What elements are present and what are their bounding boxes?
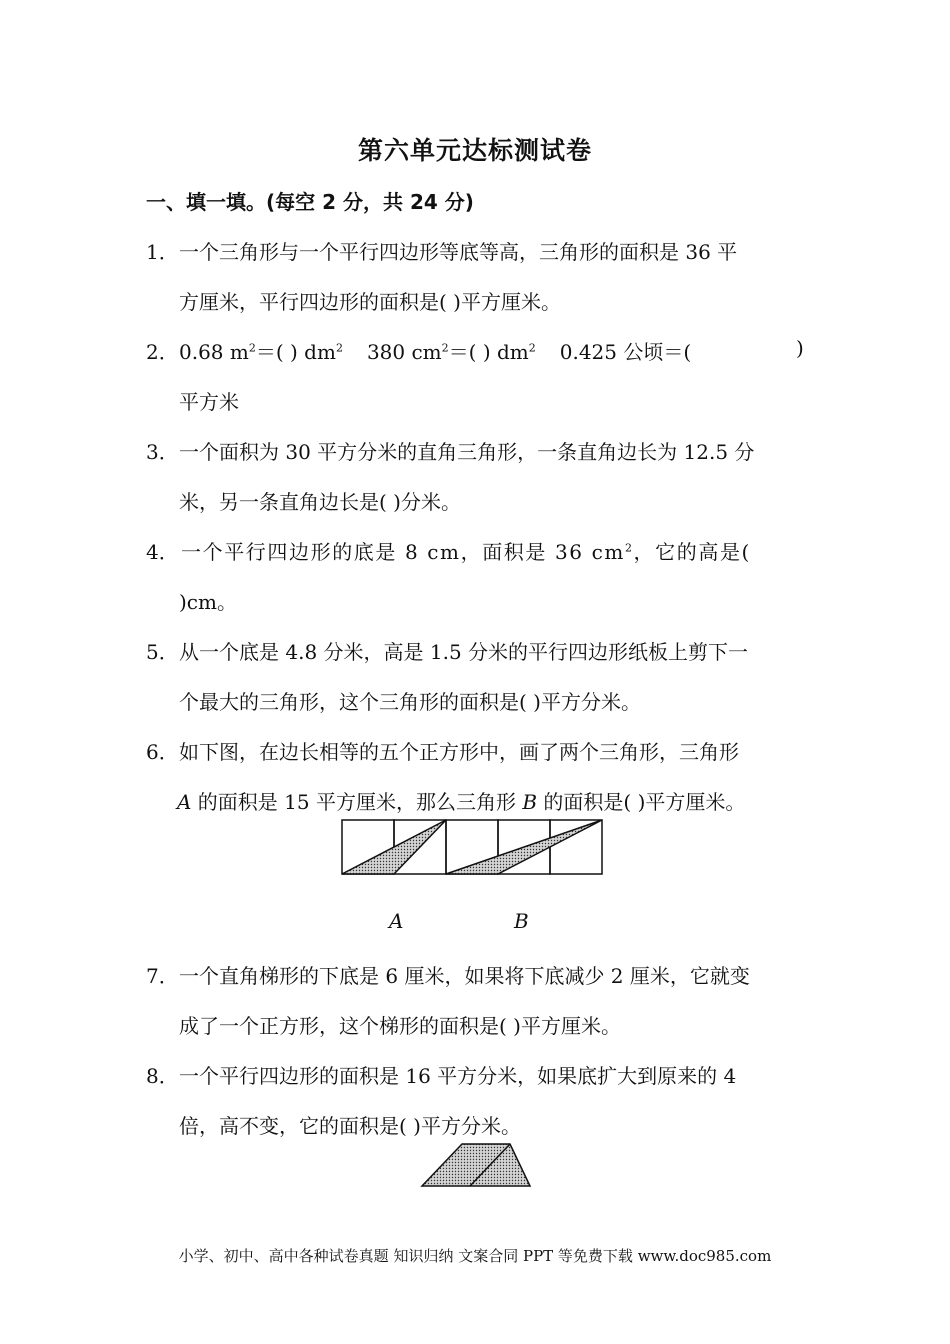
figure-label-a: A — [389, 909, 404, 933]
q6-label-a-inline: A — [177, 790, 192, 814]
question-3-line-1: 一个面积为 30 平方分米的直角三角形，一条直角边长为 12.5 分 — [179, 440, 755, 464]
q2-part-5: 0.425 公顷＝( — [559, 340, 692, 364]
question-4-number: 4． — [146, 540, 179, 564]
q2-part-1: 0.68 m — [179, 340, 249, 364]
q4-part-2: ，它的高是( — [633, 540, 751, 564]
question-7-line-1: 一个直角梯形的下底是 6 厘米，如果将下底减少 2 厘米，它就变 — [179, 964, 750, 988]
question-1-line-2: 方厘米，平行四边形的面积是( )平方厘米。 — [179, 290, 561, 314]
question-4-line-1 — [181, 536, 751, 565]
q4-sup: 2 — [624, 541, 634, 555]
question-7-line-2: 成了一个正方形，这个梯形的面积是( )平方厘米。 — [179, 1014, 621, 1038]
q2-sup-2: 2 — [335, 341, 343, 355]
q2-part-3: 380 cm — [366, 340, 442, 364]
figure-label-b: B — [514, 909, 529, 933]
triangle-b — [446, 820, 602, 874]
page-title: 第六单元达标测试卷 — [357, 136, 592, 165]
q6-text-1: 的面积是 15 平方厘米，那么三角形 — [191, 790, 523, 814]
question-4-line-2: )cm。 — [179, 590, 237, 614]
question-7-number: 7． — [146, 964, 179, 988]
q2-sup-3: 2 — [441, 341, 449, 355]
q6-label-b-inline: B — [522, 790, 538, 814]
q2-sup-4: 2 — [528, 341, 536, 355]
square-5 — [550, 820, 602, 874]
q2-part-2: ＝( ) dm — [255, 340, 336, 364]
question-8-number: 8． — [146, 1064, 179, 1088]
q2-close-paren: ) — [796, 336, 804, 360]
question-1-line-1: 一个三角形与一个平行四边形等底等高，三角形的面积是 36 平 — [179, 240, 738, 264]
section-heading: 一、填一填。(每空 2 分，共 24 分) — [146, 190, 474, 214]
question-6-line-2 — [177, 786, 745, 815]
question-2-line-1 — [179, 336, 691, 365]
question-2-number: 2． — [146, 340, 179, 364]
question-6-number: 6． — [146, 740, 179, 764]
question-3-line-2: 米，另一条直角边长是( )分米。 — [179, 490, 461, 514]
question-6-line-1: 如下图，在边长相等的五个正方形中，画了两个三角形，三角形 — [179, 740, 739, 764]
page-footer: 小学、初中、高中各种试卷真题 知识归纳 文案合同 PPT 等免费下载 www.doc985.com — [178, 1247, 772, 1265]
question-8-line-2: 倍，高不变，它的面积是( )平方分米。 — [179, 1114, 521, 1138]
question-2-line-2: 平方米 — [179, 390, 239, 414]
question-5-line-2: 个最大的三角形，这个三角形的面积是( )平方分米。 — [179, 690, 641, 714]
q2-sup-1: 2 — [248, 341, 256, 355]
parallelogram-figure — [418, 1140, 534, 1190]
question-5-number: 5． — [146, 640, 179, 664]
question-5-line-1: 从一个底是 4.8 分米，高是 1.5 分米的平行四边形纸板上剪下一 — [179, 640, 749, 664]
q4-part-1: 一个平行四边形的底是 8 cm，面积是 36 cm — [181, 540, 625, 564]
q6-text-2: 的面积是( )平方厘米。 — [537, 790, 746, 814]
squares-triangles-figure — [340, 818, 606, 878]
q2-part-4: ＝( ) dm — [448, 340, 529, 364]
question-3-number: 3． — [146, 440, 179, 464]
question-1-number: 1． — [146, 240, 179, 264]
question-8-line-1: 一个平行四边形的面积是 16 平方分米，如果底扩大到原来的 4 — [179, 1064, 737, 1088]
